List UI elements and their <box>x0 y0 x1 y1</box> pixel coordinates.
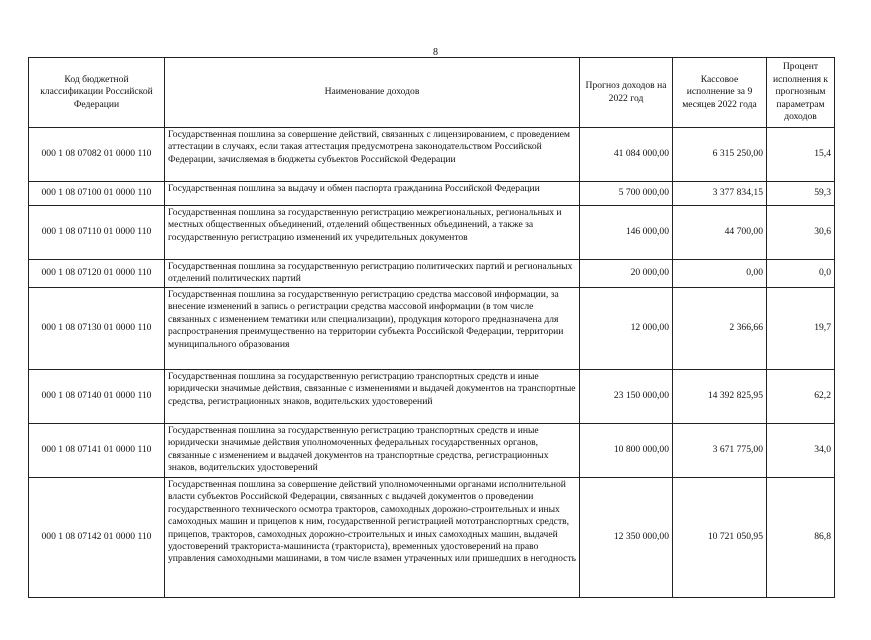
row-code: 000 1 08 07141 01 0000 110 <box>29 424 165 478</box>
row-percent: 0,0 <box>767 260 835 288</box>
row-name: Государственная пошлина за совершение действий, связанных с лицензированием, с проведением аттестации в случаях, если такая аттестация предусмотрена законодательством Российской Федерации, зачисляемая в бюджеты субъектов Российской Федерации <box>165 128 580 182</box>
row-name: Государственная пошлина за совершение действий уполномоченными органами исполнительной власти субъектов Российской Федерации, связанных с выдачей документов о проведении государственного технического осмотра тракторов, самоходных дорожно-строительных и иных самоходных машин и прицепов к ним, государственной регистрацией мототранспортных средств, прицепов, тракторов, самоходных дорожно-строительных и иных самоходных машин, выдачей удостоверений тракториста-машиниста (тракториста), временных удостоверений на право управления самоходными машинами, в том числе взамен утраченных или пришедших в негодность <box>165 478 580 598</box>
row-name: Государственная пошлина за государственную регистрацию транспортных средств и иные юридически значимые действия уполномоченных федеральных государственных органов, связанные с изменением и выдачей документов на транспортные средства, регистрационных знаков, водительских удостоверений <box>165 424 580 478</box>
page-number: 8 <box>433 47 438 58</box>
table-row <box>29 424 835 478</box>
table-header-row <box>29 58 835 128</box>
row-name: Государственная пошлина за выдачу и обмен паспорта гражданина Российской Федерации <box>165 182 580 206</box>
row-execution: 2 366,66 <box>673 288 767 370</box>
row-code: 000 1 08 07140 01 0000 110 <box>29 370 165 424</box>
row-forecast: 12 350 000,00 <box>580 478 673 598</box>
row-percent: 59,3 <box>767 182 835 206</box>
row-forecast: 23 150 000,00 <box>580 370 673 424</box>
table-row <box>29 182 835 206</box>
table-row <box>29 128 835 182</box>
row-forecast: 146 000,00 <box>580 206 673 260</box>
row-code: 000 1 08 07120 01 0000 110 <box>29 260 165 288</box>
row-percent: 34,0 <box>767 424 835 478</box>
row-name: Государственная пошлина за государственную регистрацию межрегиональных, региональных и местных общественных объединений, отделений общественных объединений, а также за государственную регистрацию изменений их учредительных документов <box>165 206 580 260</box>
row-percent: 86,8 <box>767 478 835 598</box>
row-percent: 30,6 <box>767 206 835 260</box>
table-row <box>29 260 835 288</box>
table-row <box>29 206 835 260</box>
row-execution: 14 392 825,95 <box>673 370 767 424</box>
header-percent: Процент исполнения к прогнозным параметрам доходов <box>767 58 835 128</box>
table-row <box>29 370 835 424</box>
header-code: Код бюджетной классификации Российской Федерации <box>29 58 165 128</box>
row-execution: 6 315 250,00 <box>673 128 767 182</box>
row-code: 000 1 08 07110 01 0000 110 <box>29 206 165 260</box>
row-code: 000 1 08 07100 01 0000 110 <box>29 182 165 206</box>
row-percent: 19,7 <box>767 288 835 370</box>
header-name: Наименование доходов <box>165 58 580 128</box>
row-forecast: 12 000,00 <box>580 288 673 370</box>
row-execution: 10 721 050,95 <box>673 478 767 598</box>
row-execution: 44 700,00 <box>673 206 767 260</box>
row-execution: 0,00 <box>673 260 767 288</box>
row-forecast: 10 800 000,00 <box>580 424 673 478</box>
table-row <box>29 288 835 370</box>
row-code: 000 1 08 07130 01 0000 110 <box>29 288 165 370</box>
row-percent: 15,4 <box>767 128 835 182</box>
row-code: 000 1 08 07082 01 0000 110 <box>29 128 165 182</box>
row-execution: 3 671 775,00 <box>673 424 767 478</box>
row-forecast: 5 700 000,00 <box>580 182 673 206</box>
row-name: Государственная пошлина за государственную регистрацию средства массовой информации, за внесение изменений в запись о регистрации средства массовой информации (в том числе связанных с изменением тематики или специализации), продукция которого предназначена для распространения преимущественно на территории субъекта Российской Федерации, территории муниципального образования <box>165 288 580 370</box>
header-forecast: Прогноз доходов на 2022 год <box>580 58 673 128</box>
row-percent: 62,2 <box>767 370 835 424</box>
row-name: Государственная пошлина за государственную регистрацию транспортных средств и иные юридически значимые действия, связанные с изменениями и выдачей документов на транспортные средства, регистрационных знаков, водительских удостоверений <box>165 370 580 424</box>
row-name: Государственная пошлина за государственную регистрацию политических партий и региональных отделений политических партий <box>165 260 580 288</box>
row-code: 000 1 08 07142 01 0000 110 <box>29 478 165 598</box>
row-forecast: 20 000,00 <box>580 260 673 288</box>
revenue-table <box>28 57 835 598</box>
header-execution: Кассовое исполнение за 9 месяцев 2022 года <box>673 58 767 128</box>
row-execution: 3 377 834,15 <box>673 182 767 206</box>
row-forecast: 41 084 000,00 <box>580 128 673 182</box>
table-row <box>29 478 835 598</box>
